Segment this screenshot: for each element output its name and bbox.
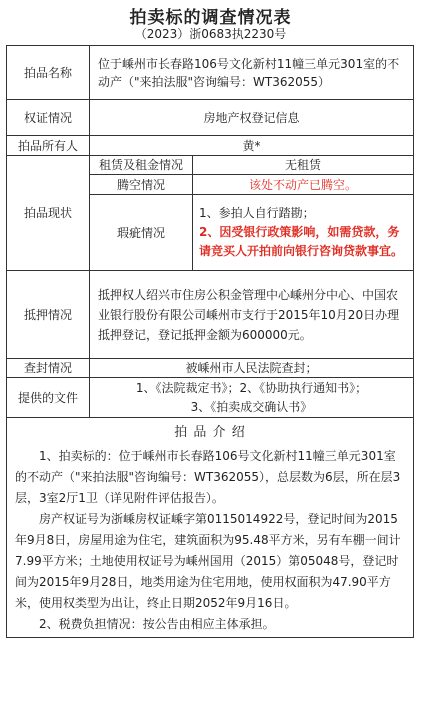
investigation-table [6,45,414,638]
defect-item-1: 1、参拍人自行踏勘； [199,206,315,220]
seizure-label: 查封情况 [7,359,90,378]
row-mortgage [7,271,414,359]
defect-item-2: 2、因受银行政策影响，如需贷款，务请竞买人开拍前向银行咨询贷款事宜。 [199,225,404,258]
row-documents [7,378,414,418]
vacancy-value: 该处不动产已腾空。 [193,175,414,195]
intro-cell [7,418,414,638]
mortgage-label: 抵押情况 [7,271,90,359]
item-name-value: 位于嵊州市长春路106号文化新村11幢三单元301室的不动产（"来拍法服"咨询编号：WT362055） [90,46,414,100]
row-title-status [7,100,414,136]
documents-line-2: 3、《拍卖成交确认书》 [190,399,313,414]
row-item-name [7,46,414,100]
item-name-label: 拍品名称 [7,46,90,100]
mortgage-value: 抵押权人绍兴市住房公积金管理中心嵊州分中心、中国农业银行股份有限公司嵊州市支行于2015年10月20日办理抵押登记，登记抵押金额为600000元。 [90,271,414,359]
row-seizure [7,359,414,378]
seizure-value: 被嵊州市人民法院查封； [90,359,414,378]
row-lease [7,156,414,175]
row-intro [7,418,414,638]
intro-heading: 拍 品 介 绍 [174,425,246,440]
documents-value [90,378,414,418]
owner-label: 拍品所有人 [7,136,90,156]
defect-label: 瑕疵情况 [90,195,193,271]
intro-paragraph-2: 房产权证号为浙嵊房权证嵊字第0115014922号，登记时间为2015年9月8日，房屋用途为住宅，建筑面积为95.48平方米，另有车棚一间计7.99平方米；土地使用权证号为嵊州国用（2015）第05048号，登记时间为2015年9月28日，地类用途为住宅用地，使用权面积为47.90平方米，使用权类型为出让，终止日期2052年9月16日。 [15,512,401,610]
vacancy-label: 腾空情况 [90,175,193,195]
title-status-value: 房地产权登记信息 [90,100,414,136]
row-owner [7,136,414,156]
lease-value: 无租赁 [193,156,414,175]
document-title: 拍卖标的调查情况表 [129,8,292,28]
intro-paragraph-3: 2、税费负担情况：按公告由相应主体承担。 [39,617,275,631]
defect-value [193,195,414,271]
documents-label: 提供的文件 [7,378,90,418]
owner-value: 黄* [90,136,414,156]
current-status-label: 拍品现状 [7,156,90,271]
lease-label: 租赁及租金情况 [90,156,193,175]
documents-line-1: 1、《法院裁定书》；2、《协助执行通知书》； [135,380,368,395]
case-number: （2023）浙0683执2230号 [134,27,287,41]
title-status-label: 权证情况 [7,100,90,136]
intro-paragraph-1: 1、拍卖标的：位于嵊州市长春路106号文化新村11幢三单元301室的不动产（"来拍法服"咨询编号：WT362055），总层数为6层，所在层3层，3室2厅1卫（详见附件评估报告）。 [15,449,401,505]
